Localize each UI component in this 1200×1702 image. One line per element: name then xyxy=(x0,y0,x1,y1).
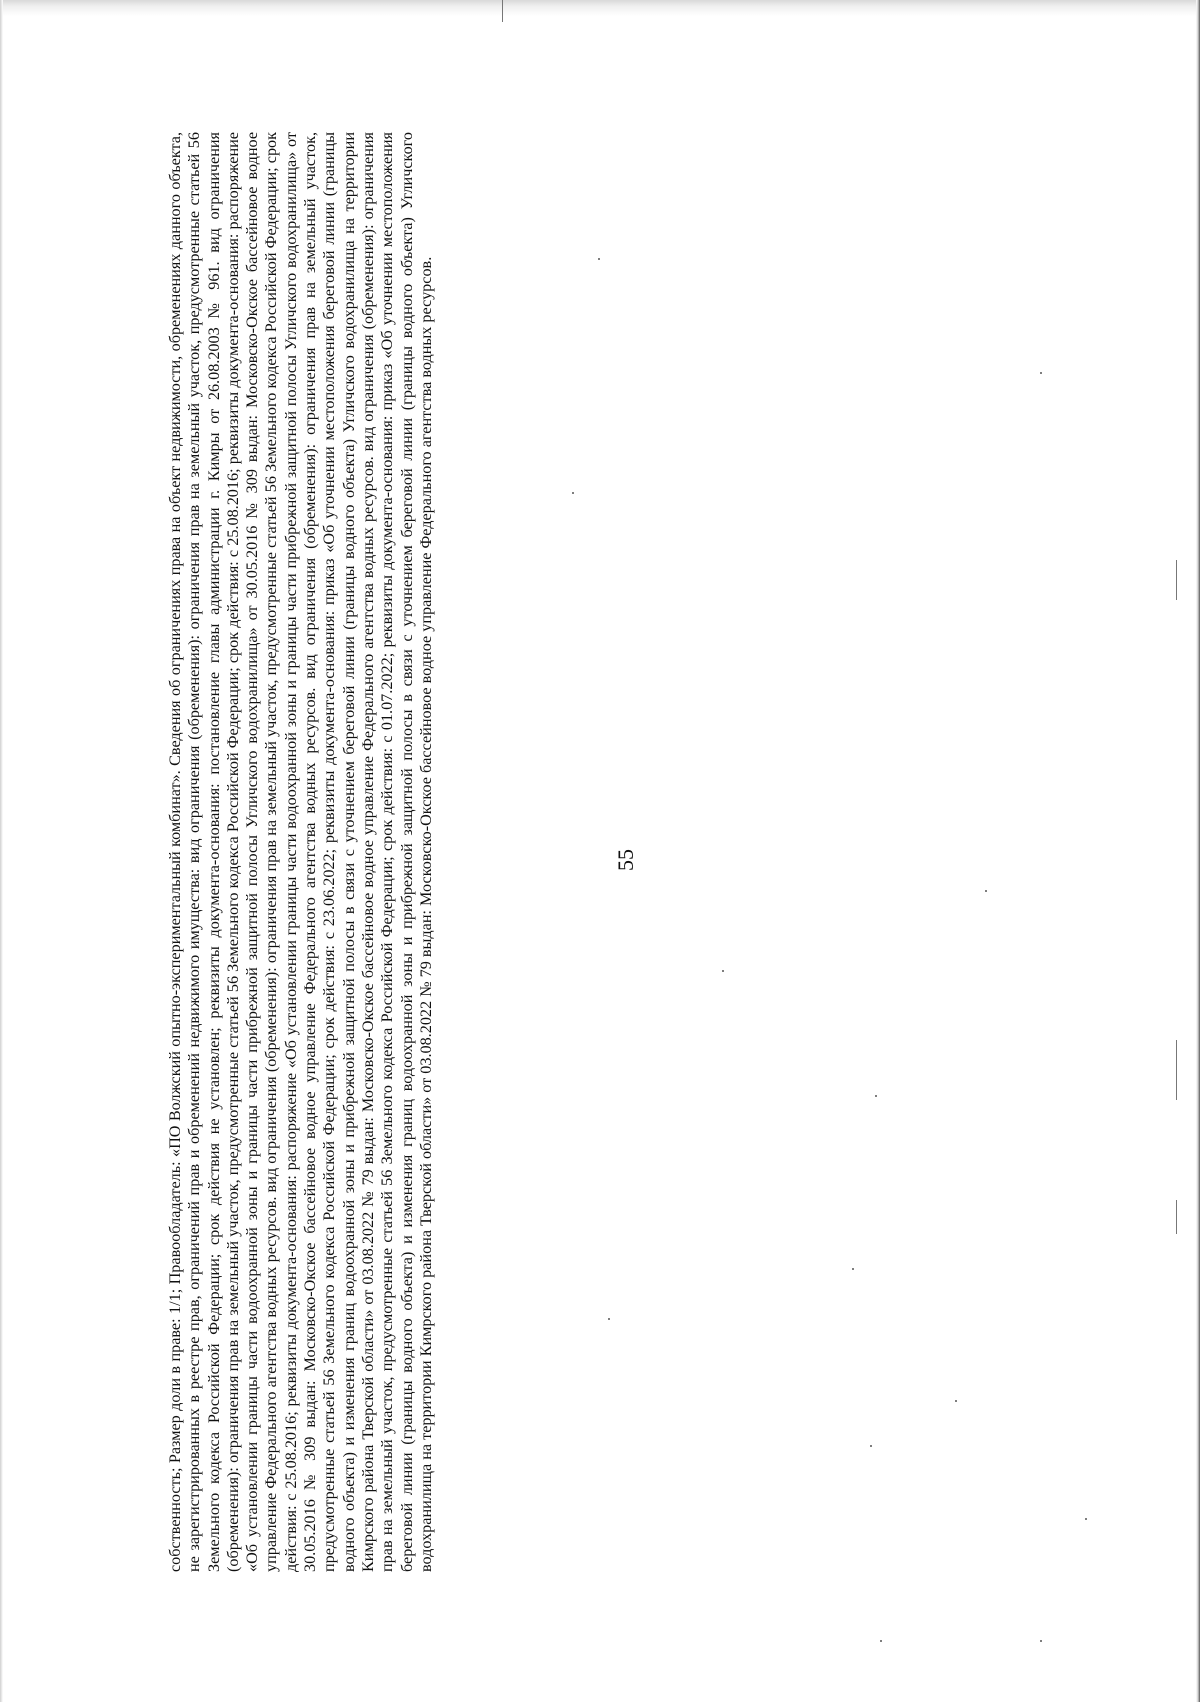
scan-speck xyxy=(870,1445,872,1447)
scan-mark-right-2 xyxy=(1176,1040,1177,1100)
scan-speck xyxy=(608,1318,610,1320)
scan-speck xyxy=(572,492,574,494)
scan-speck xyxy=(985,890,987,892)
scan-mark-right-1 xyxy=(1176,560,1177,600)
scan-mark-top xyxy=(502,0,503,22)
scan-speck xyxy=(955,1400,957,1402)
scan-shadow-top xyxy=(0,0,1200,16)
scan-speck xyxy=(598,258,600,260)
scan-shadow-left xyxy=(0,0,3,1702)
scan-speck xyxy=(1040,372,1042,374)
scan-speck xyxy=(875,1095,877,1097)
document-body-text: собственность; Размер доли в праве: 1/1; Правообладатель: «ПО Волжский опытно-экспериментальный комбинат». Сведения об ограничениях права на объект недвижимости, обременениях данного объекта, не зарегистрированных в реестре прав, ограничений прав и обременений недвижимого имущества: вид ограничения (обременения): ограничения прав на земельный участок, предусмотренные статьей 56 Земельного кодекса Российской Федерации; срок действия не установлен; реквизиты документа-основания: постановление главы администрации г. Кимры от 26.08.2003 № 961. вид ограничения (обременения): ограничения прав на земельный участок, предусмотренные статьей 56 Земельного кодекса Российской Федерации; срок действия: с 25.08.2016; реквизиты документа-основания: распоряжение «Об установлении границы части водоохранной зоны и границы части прибрежной защитной полосы Угличского водохранилища» от 30.05.2016 № 309 выдан: Московско-Окское бассейновое водное управление Федерального агентства водных ресурсов. вид ограничения (обременения): ограничения прав на земельный участок, предусмотренные статьей 56 Земельного кодекса Российской Федерации; срок действия: с 25.08.2016; реквизиты документа-основания: распоряжение «Об установлении границы части водоохранной зоны и границы части прибрежной защитной полосы Угличского водохранилища» от 30.05.2016 № 309 выдан: Московско-Окское бассейновое водное управление Федерального агентства водных ресурсов. вид ограничения (обременения): ограничения прав на земельный участок, предусмотренные статьей 56 Земельного кодекса Российской Федерации; срок действия: с 23.06.2022; реквизиты документа-основания: приказ «Об уточнении местоположения береговой линии (границы водного объекта) и изменения границ водоохранной зоны и прибрежной защитной полосы в связи с уточнением береговой линии (границы водного объекта) Угличского водохранилища на территории Кимрского района Тверской области» от 03.08.2022 № 79 выдан: Московско-Окское бассейновое водное управление Федерального агентства водных ресурсов. вид ограничения (обременения): ограничения прав на земельный участок, предусмотренные статьей 56 Земельного кодекса Российской Федерации; срок действия: с 01.07.2022; реквизиты документа-основания: приказ «Об уточнении местоположения береговой линии (границы водного объекта) и изменения границ водоохранной зоны и прибрежной защитной полосы в связи с уточнением береговой линии (границы водного объекта) Угличского водохранилища на территории Кимрского района Тверской области» от 03.08.2022 № 79 выдан: Московско-Окское бассейновое водное управление Федерального агентства водных ресурсов. xyxy=(166,132,435,1572)
scan-speck xyxy=(1085,1518,1087,1520)
scan-speck xyxy=(880,1640,882,1642)
scan-shadow-right xyxy=(1196,0,1200,1702)
page-number: 55 xyxy=(613,849,638,871)
scan-speck xyxy=(1040,1640,1042,1642)
document-text-block xyxy=(166,132,546,1572)
scan-speck xyxy=(852,1268,854,1270)
scan-mark-right-3 xyxy=(1176,1200,1177,1234)
scan-speck xyxy=(722,970,724,972)
